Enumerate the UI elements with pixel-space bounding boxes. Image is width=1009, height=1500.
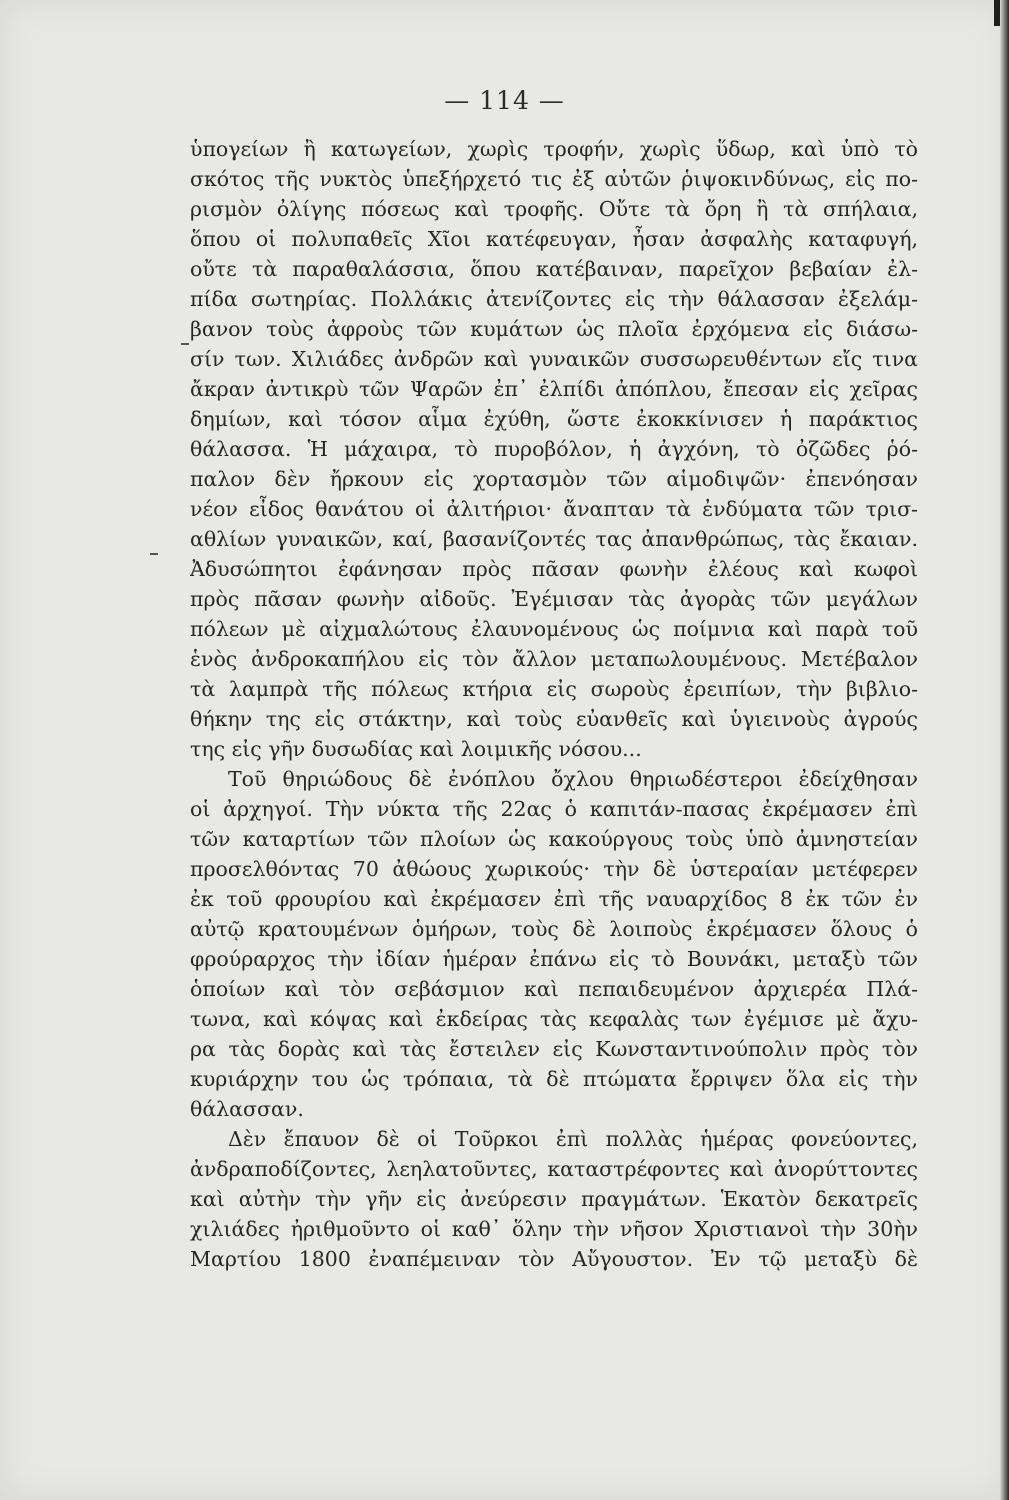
text-line: βανον τοὺς ἀφροὺς τῶν κυμάτων ὡς πλοῖα ἐρχόμενα εἰς διάσω- [190, 317, 918, 341]
text-line: ὑπογείων ἢ κατωγείων, χωρὶς τροφήν, χωρὶς ὕδωρ, καὶ ὑπὸ τὸ [190, 137, 918, 161]
scan-edge-mark [994, 0, 1000, 26]
text-line: θάλασσαν. [190, 1097, 304, 1121]
body-text [190, 134, 918, 1274]
text-line: σίν των. Χιλιάδες ἀνδρῶν καὶ γυναικῶν συσσωρευθέντων εἴς τινα [190, 347, 918, 371]
margin-mark [181, 343, 189, 345]
text-line: φρούραρχος τὴν ἰδίαν ἡμέραν ἐπάνω εἰς τὸ Βουνάκι, μεταξὺ τῶν [190, 947, 918, 971]
text-line: δημίων, καὶ τόσον αἷμα ἐχύθη, ὥστε ἐκοκκίνισεν ἡ παράκτιος [190, 407, 918, 431]
text-line: ἐκ τοῦ φρουρίου καὶ ἐκρέμασεν ἐπὶ τῆς ναυαρχίδος 8 ἐκ τῶν ἐν [190, 887, 918, 911]
text-line: Δὲν ἔπαυον δὲ οἱ Τοῦρκοι ἐπὶ πολλὰς ἡμέρας φονεύοντες, [228, 1127, 918, 1151]
text-line: θάλασσα. Ἡ μάχαιρα, τὸ πυροβόλον, ἡ ἀγχόνη, τὸ ὀζῶδες ῥό- [190, 437, 918, 461]
text-line: ρισμὸν ὀλίγης πόσεως καὶ τροφῆς. Οὔτε τὰ ὄρη ἢ τὰ σπήλαια, [190, 197, 918, 221]
text-line: αθλίων γυναικῶν, καί, βασανίζοντές τας ἀπανθρώπως, τὰς ἔκαιαν. [190, 527, 918, 551]
text-line: τῶν καταρτίων τῶν πλοίων ὡς κακούργους τοὺς ὑπὸ ἀμνηστείαν [190, 827, 918, 851]
text-line: πόλεων μὲ αἰχμαλώτους ἐλαυνομένους ὡς ποίμνια καὶ παρὰ τοῦ [190, 617, 918, 641]
text-line: της εἰς γῆν δυσωδίας καὶ λοιμικῆς νόσου... [190, 737, 642, 761]
text-line: πίδα σωτηρίας. Πολλάκις ἀτενίζοντες εἰς τὴν θάλασσαν ἐξελάμ- [190, 287, 918, 311]
text-line: οἱ ἀρχηγοί. Τὴν νύκτα τῆς 22ας ὁ καπιτάν-πασας ἐκρέμασεν ἐπὶ [190, 797, 918, 821]
page-edge-shadow [1000, 0, 1009, 1500]
text-line: ἄκραν ἀντικρὺ τῶν Ψαρῶν ἐπ᾽ ἐλπίδι ἀπόπλου, ἔπεσαν εἰς χεῖρας [190, 377, 918, 401]
paragraph [190, 134, 918, 764]
text-line: πρὸς πᾶσαν φωνὴν αἰδοῦς. Ἐγέμισαν τὰς ἀγορὰς τῶν μεγάλων [190, 587, 918, 611]
text-line: σκότος τῆς νυκτὸς ὑπεξήρχετό τις ἐξ αὐτῶν ῥιψοκινδύνως, εἰς πο- [190, 167, 918, 191]
text-line: θήκην της εἰς στάκτην, καὶ τοὺς εὐανθεῖς καὶ ὑγιεινοὺς ἀγρούς [190, 707, 918, 731]
text-line: ρα τὰς δορὰς καὶ τὰς ἔστειλεν εἰς Κωνσταντινούπολιν πρὸς τὸν [190, 1037, 918, 1061]
text-line: οὔτε τὰ παραθαλάσσια, ὅπου κατέβαιναν, παρεῖχον βεβαίαν ἐλ- [190, 257, 918, 281]
text-line: ὅπου οἱ πολυπαθεῖς Χῖοι κατέφευγαν, ἦσαν ἀσφαλὴς καταφυγή, [190, 227, 918, 251]
text-line: αὐτῷ κρατουμένων ὁμήρων, τοὺς δὲ λοιποὺς ἐκρέμασεν ὅλους ὁ [190, 917, 918, 941]
text-line: καὶ αὐτὴν τὴν γῆν εἰς ἀνεύρεσιν πραγμάτων. Ἑκατὸν δεκατρεῖς [190, 1187, 918, 1211]
paragraph [190, 1124, 918, 1274]
text-line: Μαρτίου 1800 ἐναπέμειναν τὸν Αὔγουστον. Ἐν τῷ μεταξὺ δὲ [190, 1247, 918, 1271]
text-line: ἀνδραποδίζοντες, λεηλατοῦντες, καταστρέφοντες καὶ ἀνορύττοντες [190, 1157, 918, 1181]
text-line: χιλιάδες ἠριθμοῦντο οἱ καθ᾽ ὅλην τὴν νῆσον Χριστιανοὶ τὴν 30ὴν [190, 1217, 918, 1241]
text-line: Ἀδυσώπητοι ἐφάνησαν πρὸς πᾶσαν φωνὴν ἐλέους καὶ κωφοὶ [190, 557, 918, 581]
page-number: — 114 — [444, 86, 565, 115]
text-line: τὰ λαμπρὰ τῆς πόλεως κτήρια εἰς σωροὺς ἐρειπίων, τὴν βιβλιο- [190, 677, 918, 701]
text-line: ὁποίων καὶ τὸν σεβάσμιον καὶ πεπαιδευμένον ἀρχιερέα Πλά- [190, 977, 918, 1001]
text-line: τωνα, καὶ κόψας καὶ ἐκδείρας τὰς κεφαλὰς των ἐγέμισε μὲ ἄχυ- [190, 1007, 918, 1031]
text-line: ἑνὸς ἀνδροκαπήλου εἰς τὸν ἄλλον μεταπωλουμένους. Μετέβαλον [190, 647, 918, 671]
margin-mark [150, 553, 158, 555]
text-line: παλον δὲν ἤρκουν εἰς χορτασμὸν τῶν αἱμοδιψῶν· ἐπενόησαν [190, 467, 918, 491]
text-line: νέον εἶδος θανάτου οἱ ἀλιτήριοι· ἄναπταν τὰ ἐνδύματα τῶν τρισ- [190, 497, 918, 521]
text-line: προσελθόντας 70 ἀθώους χωρικούς· τὴν δὲ ὑστεραίαν μετέφερεν [190, 857, 918, 881]
text-line: Τοῦ θηριώδους δὲ ἐνόπλου ὄχλου θηριωδέστεροι ἐδείχθησαν [228, 767, 918, 791]
text-line: κυριάρχην του ὡς τρόπαια, τὰ δὲ πτώματα ἔρριψεν ὅλα εἰς τὴν [190, 1067, 918, 1091]
paragraph [190, 764, 918, 1124]
